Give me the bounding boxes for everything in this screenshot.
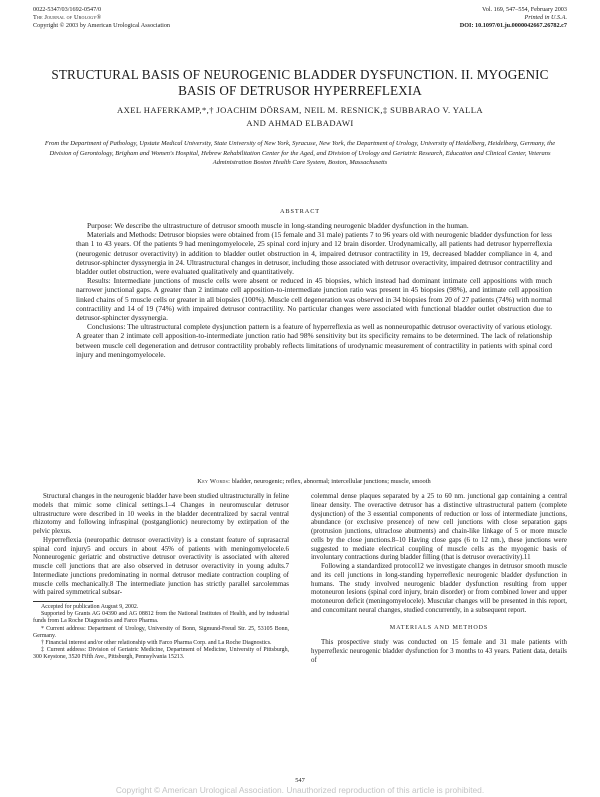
author-line-1: AXEL HAFERKAMP,*,† JOACHIM DÖRSAM, NEIL M. RESNICK,‡ SUBBARAO V. YALLA (117, 105, 483, 115)
right-column (311, 492, 567, 665)
keywords-text: bladder, neurogenic; reflex, abnormal; intercellular junctions; muscle, smooth (231, 478, 431, 485)
copyright-line: Copyright © 2003 by American Urological Association (33, 22, 171, 29)
printed-line: Printed in U.S.A. (524, 14, 567, 21)
journal-header-right (460, 6, 567, 30)
left-column (33, 492, 289, 662)
section-heading-methods: MATERIALS AND METHODS (389, 624, 489, 631)
abstract-conclusions: Conclusions: The ultrastructural complete dysjunction pattern is a feature of hyperreflexia as well as nonneuropathic detrusor overactivity of various etiology. A greater than 2 intimate cell apposition-to-intermediate junction ratio had 98% sensitivity but its specificity remains to be determined. The lack of relationship between muscle cell degeneration and detrusor contractility probably reflects limitations of urodynamic measurement of contractility in patients with spinal cord injury and meningomyelocele. (76, 322, 552, 359)
author-line-2: AND AHMAD ELBADAWI (246, 117, 354, 128)
copyright-watermark: Copyright © American Urological Association. Unauthorized reproduction of this article is prohibited. (115, 785, 485, 795)
intro-paragraph-3: Following a standardized protocol12 we investigate changes in detrusor smooth muscle and its cell junctions in long-standing hyperreflexic neurogenic bladder dysfunction in humans. The study involved neurogenic bladder dysfunction resulting from upper motoneuron lesions (spinal cord injury, brain disorder) or from combined lower and upper motoneuron deficit (meningomyelocele). Muscular changes will be presented in this report, and concomitant neural changes, studied concurrently, in a subsequent report. (311, 562, 567, 614)
footnote: * Current address: Department of Urology, University of Bonn, Sigmund-Freud Str. 25, 53105 Bonn, Germany. (33, 625, 289, 639)
affiliation: From the Department of Pathology, Upstate Medical University, State University of New York, Syracuse, New York, the Department of Urology, University of Heidelberg, Heidelberg, Germany, the Division of Gerontology, Brigham and Women's Hospital, Hebrew Rehabilitation Center for the Aged, and Division of Urology and Geriatric Research, Education and Clinical Center, Veterans Administration Boston Health Care System, Boston, Massachusetts (44, 140, 556, 167)
footnote: † Financial interest and/or other relationship with Farco Pharma Corp. and La Roche Diagnostics. (41, 640, 272, 647)
journal-name: The Journal of Urology® (33, 14, 102, 21)
keywords-label: Key Words: (197, 478, 231, 485)
intro-paragraph-2: Hyperreflexia (neuropathic detrusor overactivity) is a constant feature of suprasacral spinal cord injury5 and occurs in about 45% of patients with meningomyelocele.6 Nonneurogenic geriatric and obstructive detrusor overactivity is associated with altered muscle cell junctions that are also observed in detrusor overactivity in young adults.7 Intermediate junctions predominating in normal detrusor mediate contraction coupling of muscle cells mechanically.8 The intermediate junction has strictly parallel sarcolemmas with paired symmetrical subsar- (33, 535, 289, 597)
footnote-divider (33, 601, 93, 602)
issn-line: 0022-5347/03/1692-0547/0 (33, 6, 102, 13)
footnote: ‡ Current address: Division of Geriatric Medicine, Department of Medicine, University of Pittsburgh, 300 Keystone, 3520 Fifth Ave., Pittsburgh, Pennsylvania 15213. (33, 647, 289, 661)
footnote: Accepted for publication August 9, 2002. (41, 604, 139, 610)
abstract-heading: ABSTRACT (279, 208, 321, 215)
intro-paragraph-continued: colemmal dense plaques separated by a 25 to 60 nm. junctional gap containing a central linear density. The overactive detrusor has a distinctive ultrastructural pattern (complete dysjunction) of the 3 essential components of reduction or loss of intermediate junctions, abundance (or exclusive presence) of new cell junctions with close separation gaps (protrusion junctions, ultraclose abutments) and chain-like linkage of 5 or more muscle cells by the close junctions.8–10 Having close gaps (6 to 12 nm.), these junctions were suggested to mediate electrical coupling of muscle cells as the myogenic basis of involuntary contractions during bladder filling (that is detrusor overactivity).11 (311, 492, 567, 562)
intro-paragraph-1: Structural changes in the neurogenic bladder have been studied ultrastructurally in feline models that mimic some clinical settings.1–4 Changes in neuromuscular detrusor ultrastructure were described in 10 weeks in the bladder decentralized by sacral ventral rhizotomy and following infraspinal (postganglionic) neurectomy by extirpation of the pelvic plexus. (33, 492, 290, 535)
abstract (76, 221, 552, 359)
keywords (76, 478, 552, 485)
page-number: 547 (295, 777, 305, 784)
footnotes (33, 604, 289, 662)
footnote: Supported by Grants AG 04390 and AG 08812 from the National Institutes of Health, and by industrial funds from La Roche Diagnostics and Farco Pharma. (33, 611, 289, 625)
journal-header-left (33, 6, 170, 30)
doi-line: DOI: 10.1097/01.ju.0000042667.26782.c7 (459, 22, 567, 29)
abstract-purpose: Purpose: We describe the ultrastructure of detrusor smooth muscle in long-standing neurogenic bladder dysfunction in the human. (87, 221, 469, 230)
volume-line: Vol. 169, 547–554, February 2003 (482, 6, 567, 13)
methods-paragraph-1: This prospective study was conducted on 15 female and 31 male patients with hyperreflexic neurogenic bladder dysfunction for 3 months to 43 years. Patient data, details of (311, 638, 567, 664)
abstract-methods: Materials and Methods: Detrusor biopsies were obtained from (15 female and 31 male) patients 7 to 96 years old with neurogenic bladder dysfunction for less than 1 to 43 years. Of the patients 9 had meningomyelocele, 25 spinal cord injury and 12 brain disorder. Urodynamically, all patients had detrusor hyperreflexia (neurogenic detrusor overactivity) in addition to bladder outlet obstruction in 4, impaired detrusor contractility in 19, decreased bladder compliance in 4, and detrusor-sphincter dyssynergia in 24. Ultrastructural changes in detrusor, including those associated with detrusor overactivity, impaired detrusor contractility and bladder outlet obstruction, were evaluated qualitatively and quantitatively. (76, 230, 552, 277)
author-list (33, 104, 567, 129)
article-title: STRUCTURAL BASIS OF NEUROGENIC BLADDER DYSFUNCTION. II. MYOGENIC BASIS OF DETRUSOR HYPERREFLEXIA (51, 67, 549, 98)
abstract-results: Results: Intermediate junctions of muscle cells were absent or reduced in 45 biopsies, which instead had dominant intimate cell appositions with much narrower junctional gaps. A greater than 2 intimate cell apposition-to-intermediate junction ratio was present in 45 biopsies (98%), and intimate cell apposition linked chains of 5 muscle cells or greater in all biopsies (100%). Muscle cell degeneration was observed in 34 biopsies from 20 of 27 patients (74%) with normal contractility and 14 of 19 (74%) with impaired detrusor contractility. No particular changes were associated with functional bladder outlet obstruction due to detrusor-sphincter dyssynergia. (76, 276, 552, 323)
